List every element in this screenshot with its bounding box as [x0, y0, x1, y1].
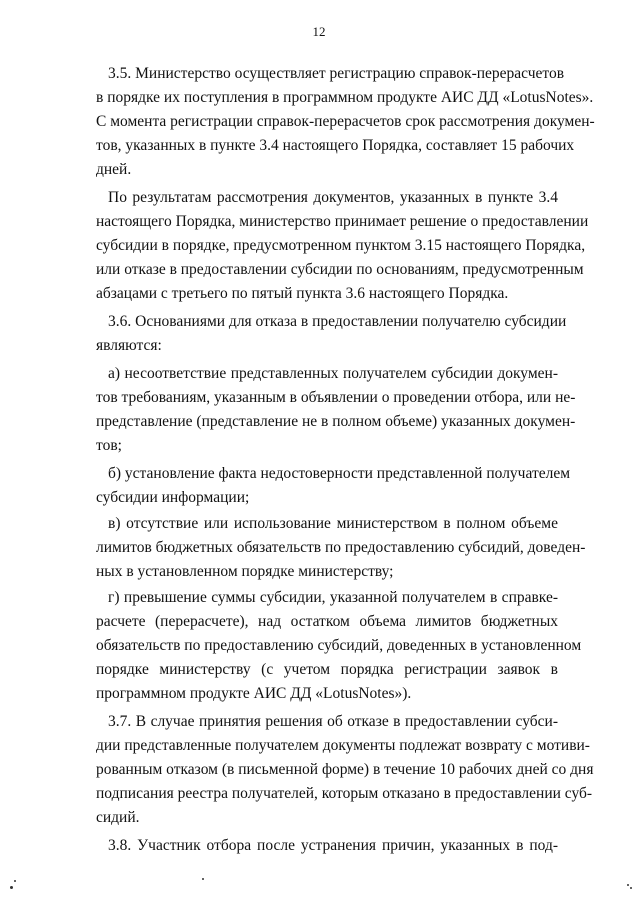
text-line: в порядке их поступления в программном продукте АИС ДД «LotusNotes». — [96, 89, 594, 106]
text-line: программном продукте АИС ДД «LotusNotes»). — [96, 685, 412, 702]
scan-speck — [627, 884, 629, 886]
text-line: 3.8. Участник отбора после устранения причин, указанных в под- — [108, 837, 558, 854]
text-line: являются: — [96, 337, 162, 354]
scan-speck — [10, 886, 13, 889]
text-line: С момента регистрации справок-перерасчетов срок рассмотрения докумен- — [96, 113, 595, 130]
scan-speck — [14, 880, 16, 882]
text-line: б) установление факта недостоверности представленной получателем — [108, 465, 571, 482]
text-line: представление (представление не в полном объеме) указанных докумен- — [96, 413, 576, 430]
text-line: подписания реестра получателей, которым отказано в предоставлении суб- — [96, 785, 593, 802]
text-line: настоящего Порядка, министерство принимает решение о предоставлении — [96, 213, 589, 230]
text-line: 3.6. Основаниями для отказа в предоставлении получателю субсидии — [108, 313, 567, 330]
text-line: ных в установленном порядке министерству; — [96, 563, 394, 580]
text-line: расчете (перерасчете), над остатком объема лимитов бюджетных — [96, 613, 558, 630]
text-line: абзацами с третьего по пятый пункта 3.6 настоящего Порядка. — [96, 285, 509, 302]
text-line: или отказе в предоставлении субсидии по основаниям, предусмотренным — [96, 261, 584, 278]
text-line: а) несоответствие представленных получателем субсидии докумен- — [108, 365, 558, 382]
text-line: обязательств по предоставлению субсидий, доведенных в установленном — [96, 637, 582, 654]
text-line: 3.5. Министерство осуществляет регистрацию справок-перерасчетов — [108, 65, 565, 82]
page-number: 12 — [312, 24, 326, 39]
text-line: 3.7. В случае принятия решения об отказе в предоставлении субси- — [108, 713, 558, 730]
text-line: сидий. — [96, 809, 140, 826]
text-line: лимитов бюджетных обязательств по предоставлению субсидий, доведен- — [96, 539, 586, 556]
text-line: субсидии в порядке, предусмотренном пунктом 3.15 настоящего Порядка, — [96, 237, 586, 254]
text-line: порядке министерству (с учетом порядка регистрации заявок в — [96, 661, 558, 678]
text-line: рованным отказом (в письменной форме) в течение 10 рабочих дней со дня — [96, 761, 594, 778]
text-line: в) отсутствие или использование министерством в полном объеме — [108, 515, 558, 532]
scan-speck — [630, 887, 632, 889]
text-line: тов; — [96, 437, 122, 454]
text-line: г) превышение суммы субсидии, указанной получателем в справке- — [108, 589, 558, 606]
text-line: дии представленные получателем документы подлежат возврату с мотиви- — [96, 737, 590, 754]
text-line: субсидии информации; — [96, 489, 250, 506]
text-line: дней. — [96, 161, 132, 178]
text-line: тов, указанных в пункте 3.4 настоящего Порядка, составляет 15 рабочих — [96, 137, 575, 154]
text-line: По результатам рассмотрения документов, указанных в пункте 3.4 — [108, 189, 558, 206]
text-line: тов требованиям, указанным в объявлении о проведении отбора, или не- — [96, 389, 576, 406]
scan-speck — [202, 878, 204, 880]
